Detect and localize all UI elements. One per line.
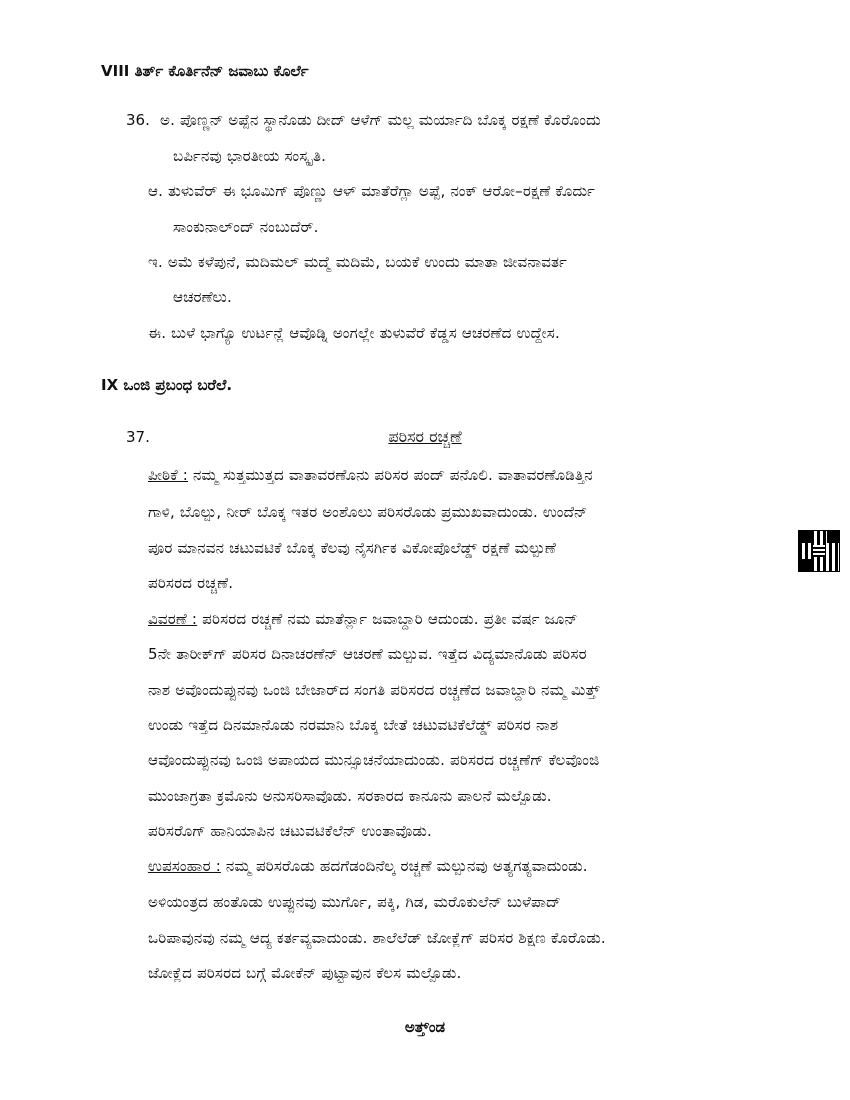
- essay-body-line3: ನಾಶ ಅವೊಂದುಪ್ಪುನವು ಒಂಜಿ ಬೇಜಾರ್‌ದ ಸಂಗತಿ ಪರಿಸರದ ರಚ್ಚಣೆದ ಜವಾಬ್ದಾರಿ ನಮ್ಮ ಮಿತ್ತ್: [148, 681, 600, 699]
- body-label: ವಿವರಣೆ :: [148, 610, 198, 628]
- question-36-number: 36.: [126, 111, 150, 129]
- q36-point-aa-line2: ಸಾಂಕುನಾಲ್ಂದ್ ನಂಬುದೆರ್.: [173, 218, 319, 236]
- essay-body-line1: [148, 610, 578, 628]
- conclusion-label: ಉಪಸಂಹಾರ :: [148, 857, 221, 875]
- section-viii-heading: VIII ತಿರ್ತ್ ಕೊರ್ತಿನೆನ್ ಜವಾಬು ಕೊರ್ಲೆ: [101, 62, 309, 80]
- essay-body-line6: ಮುಂಜಾಗ್ರತಾ ಕ್ರಮೊನು ಅನುಸರಿಸಾವೊಡು. ಸರಕಾರದ ಕಾನೂನು ಪಾಲನೆ ಮಲ್ಪೊಡು.: [148, 787, 552, 805]
- section-ix-heading: IX ಒಂಜಿ ಪ್ರಬಂಧ ಬರೆಲೆ.: [101, 376, 233, 394]
- qr-code-icon: [798, 530, 840, 572]
- intro-label: ಪೀಠಿಕೆ :: [148, 466, 189, 484]
- essay-conclusion-line1: [148, 857, 588, 875]
- essay-intro-line1: [148, 466, 593, 484]
- intro-text: ನಮ್ಮ ಸುತ್ತಮುತ್ತದ ವಾತಾವರಣೊನು ಪರಿಸರ ಪಂದ್ ಪನೊಲಿ. ವಾತಾವರಣೊಡಿತ್ತಿನ: [188, 466, 593, 484]
- question-37-number: 37.: [126, 428, 150, 446]
- q36-point-aa-line1: ಆ. ತುಳುವೆರ್ ಈ ಭೂಮಿಗ್ ಪೊಣ್ಣು ಆಳ್ ಮಾತೆರೆಗ್ಲಾ ಅಪ್ಪೆ, ನಂಕ್ ಆರೋ–ರಕ್ಷಣೆ ಕೊರ್ದು: [148, 182, 595, 200]
- q36-point-a-line1: ಅ. ಪೊಣ್ಣನ್ ಅಪ್ಪೆನ ಸ್ಥಾನೊಡು ದೀದ್ ಆಳೆಗ್ ಮಲ್ಲ ಮರ್ಯಾದಿ ಬೊಕ್ಕ ರಕ್ಷಣೆ ಕೊರೊಂದು: [160, 111, 601, 129]
- q36-point-i-line1: ಇ. ಅಮೆ ಕಳೆಪುನೆ, ಮದಿಮಲ್ ಮದ್ಮೆ ಮದಿಮೆ, ಬಯಕೆ ಉಂದು ಮಾತಾ ಜೀವನಾವರ್ತ: [148, 253, 567, 271]
- conclusion-text: ನಮ್ಮ ಪರಿಸರೊಡು ಹದಗೆಡಂದಿನೆಲ್ಕ ರಚ್ಚಣೆ ಮಲ್ಪುನವು ಅತ್ಯಗತ್ಯವಾದುಂಡು.: [220, 857, 588, 875]
- essay-intro-line4: ಪರಿಸರದ ರಚ್ಚಣೆ.: [148, 574, 234, 592]
- end-marker: ಅತ್ತ್‌ಂಡ: [404, 1018, 446, 1036]
- essay-intro-line3: ಪೂರ ಮಾನವನ ಚಟುವಟಿಕೆ ಬೊಕ್ಕ ಕೆಲವು ನೈಸರ್ಗಿಕ ವಿಕೋಪೊಲೆಡ್ಡ್ ರಕ್ಷಣೆ ಮಲ್ಪುಣೆ: [148, 539, 557, 557]
- essay-conclusion-line3: ಒರಿಪಾವುನವು ನಮ್ಮ ಆದ್ಯ ಕರ್ತವ್ಯವಾದುಂಡು. ಶಾಲೆಲೆಡ್ ಜೋಕ್ಲೆಗ್ ಪರಿಸರ ಶಿಕ್ಷಣ ಕೊರೊಡು.: [148, 929, 606, 947]
- essay-conclusion-line4: ಜೋಕ್ಲೆದ ಪರಿಸರದ ಬಗ್ಗೆ ಮೋಕೆನ್ ಪುಟ್ಟಾವುನ ಕೆಲಸ ಮಲ್ಪೊಡು.: [148, 964, 462, 982]
- q36-point-a-line2: ಬರ್ಪಿನವು ಭಾರತೀಯ ಸಂಸ್ಕೃತಿ.: [173, 147, 327, 165]
- body-text: ಪರಿಸರದ ರಚ್ಚಣೆ ನಮ ಮಾತೆರ್ನ್ಲಾ ಜವಾಬ್ದಾರಿ ಆದುಂಡು. ಪ್ರತೀ ವರ್ಷ ಜೂನ್: [197, 610, 578, 628]
- q36-point-i-line2: ಆಚರಣೆಲು.: [173, 288, 232, 306]
- essay-intro-line2: ಗಾಳಿ, ಬೊಲ್ಪು, ನೀರ್ ಬೊಕ್ಕ ಇತರ ಅಂಶೊಲು ಪರಿಸರೊಡು ಪ್ರಮುಖವಾದುಂಡು. ಉಂದೆನ್: [148, 503, 588, 521]
- essay-body-line7: ಪರಿಸರೊಗ್ ಹಾನಿಯಾಪಿನ ಚಟುವಟಿಕೆಲೆನ್ ಉಂತಾವೊಡು.: [148, 822, 432, 840]
- essay-body-line4: ಉಂಡು ಇತ್ತೆದ ದಿನಮಾನೊಡು ನರಮಾನಿ ಬೊಕ್ಕ ಬೇತೆ ಚಟುವಟಿಕೆಲೆಡ್ಡ್ ಪರಿಸರ ನಾಶ: [148, 716, 559, 734]
- essay-conclusion-line2: ಅಳಿಯಂತ್ರದ ಹಂತೊಡು ಉಪ್ಪುನವು ಮುರ್ಗೊ, ಪಕ್ಕಿ, ಗಿಡ, ಮರೊಕುಲೆನ್ ಬುಳೆಪಾದ್: [148, 893, 561, 911]
- essay-title: ಪರಿಸರ ರಚ್ಚಣೆ: [388, 427, 462, 446]
- essay-body-line5: ಆವೊಂದುಪ್ಪುನವು ಒಂಜಿ ಅಪಾಯದ ಮುನ್ಸೂಚನೆಯಾದುಂಡು. ಪರಿಸರದ ರಚ್ಚಣೆಗ್ ಕೆಲವೊಂಜಿ: [148, 751, 600, 769]
- essay-body-line2: 5ನೇ ತಾರೀಕ್‌ಗ್ ಪರಿಸರ ದಿನಾಚರಣೆನ್ ಆಚರಣೆ ಮಲ್ಪುವ. ಇತ್ತೆದ ವಿದ್ಯಮಾನೊಡು ಪರಿಸರ: [148, 645, 587, 663]
- q36-point-ii-line1: ಈ. ಬುಳೆ ಭಾಗ್ಯೊ ಉರ್ಟನ್ಲೆ ಆವೊಡ್ನಿ ಅಂಗಲ್ಲೇ ತುಳುವೆರೆ ಕೆಡ್ಡಸ ಆಚರಣೆದ ಉದ್ದೇಸ.: [148, 324, 560, 342]
